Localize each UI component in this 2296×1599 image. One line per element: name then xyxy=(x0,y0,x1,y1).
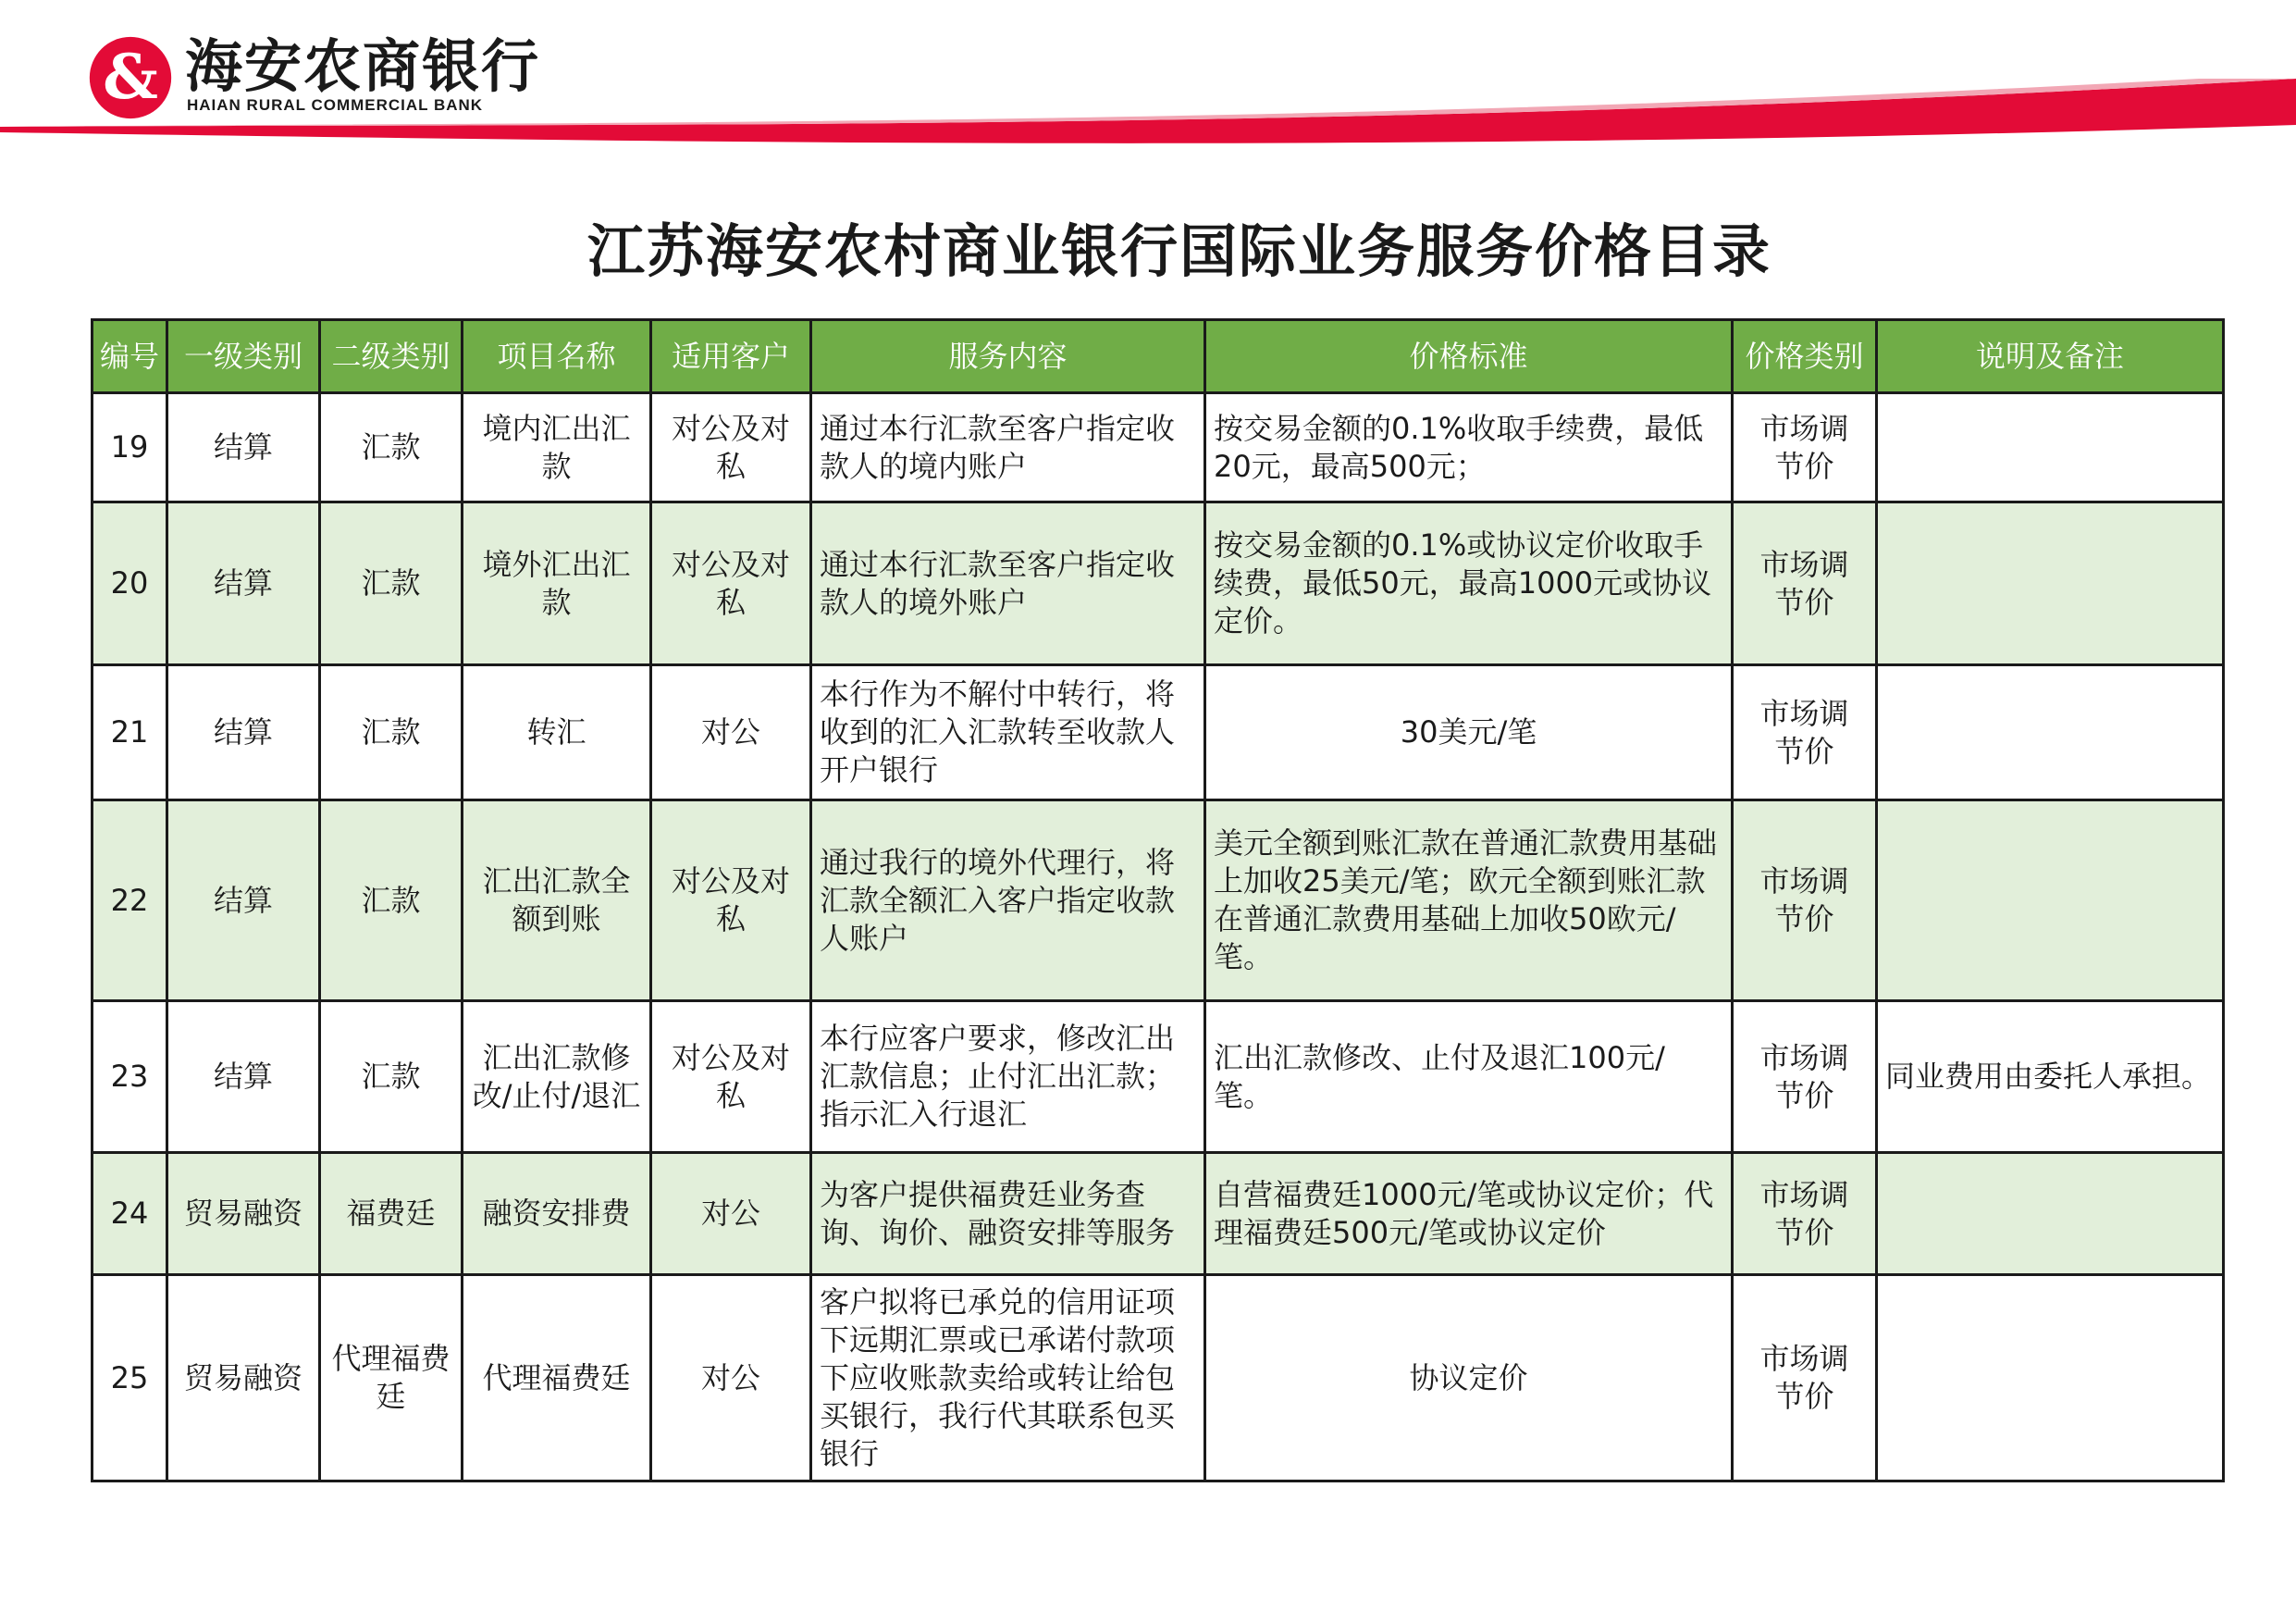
col-category-2-header: 二级类别 xyxy=(320,320,463,393)
table-row xyxy=(93,800,2224,1001)
cell-client: 对公及对私 xyxy=(651,800,811,1001)
table-row xyxy=(93,1275,2224,1481)
bank-name-cn: 海安农商银行 xyxy=(185,32,541,100)
cell-category-2: 汇款 xyxy=(320,800,463,1001)
cell-no: 21 xyxy=(93,665,167,800)
svg-text:&: & xyxy=(103,41,158,114)
cell-no: 25 xyxy=(93,1275,167,1481)
cell-service-content: 通过本行汇款至客户指定收款人的境内账户 xyxy=(811,393,1205,502)
table-header-row xyxy=(93,320,2224,393)
cell-no: 23 xyxy=(93,1001,167,1153)
cell-service-content: 通过我行的境外代理行，将汇款全额汇入客户指定收款人账户 xyxy=(811,800,1205,1001)
cell-price-standard: 美元全额到账汇款在普通汇款费用基础上加收25美元/笔；欧元全额到账汇款在普通汇款费用基础上加收50欧元/笔。 xyxy=(1205,800,1733,1001)
cell-item-name: 汇出汇款修改/止付/退汇 xyxy=(463,1001,651,1153)
page-title: 江苏海安农村商业银行国际业务服务价格目录 xyxy=(586,217,1771,285)
cell-item-name: 转汇 xyxy=(463,665,651,800)
page-header xyxy=(0,0,2296,162)
table-row xyxy=(93,1153,2224,1275)
cell-notes xyxy=(1877,665,2224,800)
cell-category-2: 代理福费廷 xyxy=(320,1275,463,1481)
cell-item-name: 汇出汇款全额到账 xyxy=(463,800,651,1001)
cell-client: 对公及对私 xyxy=(651,1001,811,1153)
table-row xyxy=(93,1001,2224,1153)
col-no-header: 编号 xyxy=(93,320,167,393)
cell-service-content: 为客户提供福费廷业务查询、询价、融资安排等服务 xyxy=(811,1153,1205,1275)
cell-notes xyxy=(1877,502,2224,665)
table-row xyxy=(93,665,2224,800)
col-price-standard-header: 价格标准 xyxy=(1205,320,1733,393)
cell-notes xyxy=(1877,800,2224,1001)
cell-category-1: 贸易融资 xyxy=(167,1153,320,1275)
cell-no: 22 xyxy=(93,800,167,1001)
cell-client: 对公及对私 xyxy=(651,393,811,502)
cell-item-name: 境外汇出汇款 xyxy=(463,502,651,665)
price-table xyxy=(91,318,2225,1482)
table-row xyxy=(93,502,2224,665)
cell-price-standard: 汇出汇款修改、止付及退汇100元/笔。 xyxy=(1205,1001,1733,1153)
cell-category-1: 结算 xyxy=(167,502,320,665)
bank-name-en: HAIAN RURAL COMMERCIAL BANK xyxy=(187,96,484,114)
cell-service-content: 客户拟将已承兑的信用证项下远期汇票或已承诺付款项下应收账款卖给或转让给包买银行，我行代其联系包买银行 xyxy=(811,1275,1205,1481)
cell-category-1: 结算 xyxy=(167,665,320,800)
cell-notes xyxy=(1877,1153,2224,1275)
cell-price-type: 市场调节价 xyxy=(1733,393,1877,502)
cell-price-type: 市场调节价 xyxy=(1733,1153,1877,1275)
cell-price-type: 市场调节价 xyxy=(1733,502,1877,665)
cell-category-1: 结算 xyxy=(167,1001,320,1153)
cell-category-1: 结算 xyxy=(167,393,320,502)
table-row xyxy=(93,393,2224,502)
cell-category-2: 福费廷 xyxy=(320,1153,463,1275)
col-client-header: 适用客户 xyxy=(651,320,811,393)
header-swoosh-decoration xyxy=(0,79,2296,162)
cell-category-2: 汇款 xyxy=(320,393,463,502)
cell-client: 对公 xyxy=(651,665,811,800)
cell-price-standard: 按交易金额的0.1%或协议定价收取手续费，最低50元，最高1000元或协议定价。 xyxy=(1205,502,1733,665)
cell-price-type: 市场调节价 xyxy=(1733,665,1877,800)
cell-no: 24 xyxy=(93,1153,167,1275)
col-notes-header: 说明及备注 xyxy=(1877,320,2224,393)
cell-price-standard: 30美元/笔 xyxy=(1205,665,1733,800)
cell-price-standard: 协议定价 xyxy=(1205,1275,1733,1481)
cell-price-standard: 自营福费廷1000元/笔或协议定价；代理福费廷500元/笔或协议定价 xyxy=(1205,1153,1733,1275)
cell-category-2: 汇款 xyxy=(320,1001,463,1153)
cell-price-type: 市场调节价 xyxy=(1733,1275,1877,1481)
cell-client: 对公及对私 xyxy=(651,502,811,665)
cell-service-content: 通过本行汇款至客户指定收款人的境外账户 xyxy=(811,502,1205,665)
cell-category-2: 汇款 xyxy=(320,502,463,665)
cell-item-name: 代理福费廷 xyxy=(463,1275,651,1481)
cell-item-name: 境内汇出汇款 xyxy=(463,393,651,502)
cell-price-type: 市场调节价 xyxy=(1733,800,1877,1001)
cell-category-2: 汇款 xyxy=(320,665,463,800)
cell-price-standard: 按交易金额的0.1%收取手续费，最低20元，最高500元； xyxy=(1205,393,1733,502)
col-category-1-header: 一级类别 xyxy=(167,320,320,393)
table-body xyxy=(93,393,2224,1481)
cell-item-name: 融资安排费 xyxy=(463,1153,651,1275)
cell-client: 对公 xyxy=(651,1153,811,1275)
col-service-content-header: 服务内容 xyxy=(811,320,1205,393)
cell-no: 19 xyxy=(93,393,167,502)
cell-service-content: 本行作为不解付中转行，将收到的汇入汇款转至收款人开户银行 xyxy=(811,665,1205,800)
cell-category-1: 贸易融资 xyxy=(167,1275,320,1481)
cell-notes xyxy=(1877,393,2224,502)
col-item-name-header: 项目名称 xyxy=(463,320,651,393)
cell-client: 对公 xyxy=(651,1275,811,1481)
cell-service-content: 本行应客户要求，修改汇出汇款信息；止付汇出汇款；指示汇入行退汇 xyxy=(811,1001,1205,1153)
cell-category-1: 结算 xyxy=(167,800,320,1001)
col-price-type-header: 价格类别 xyxy=(1733,320,1877,393)
cell-notes: 同业费用由委托人承担。 xyxy=(1877,1001,2224,1153)
cell-no: 20 xyxy=(93,502,167,665)
cell-notes xyxy=(1877,1275,2224,1481)
cell-price-type: 市场调节价 xyxy=(1733,1001,1877,1153)
